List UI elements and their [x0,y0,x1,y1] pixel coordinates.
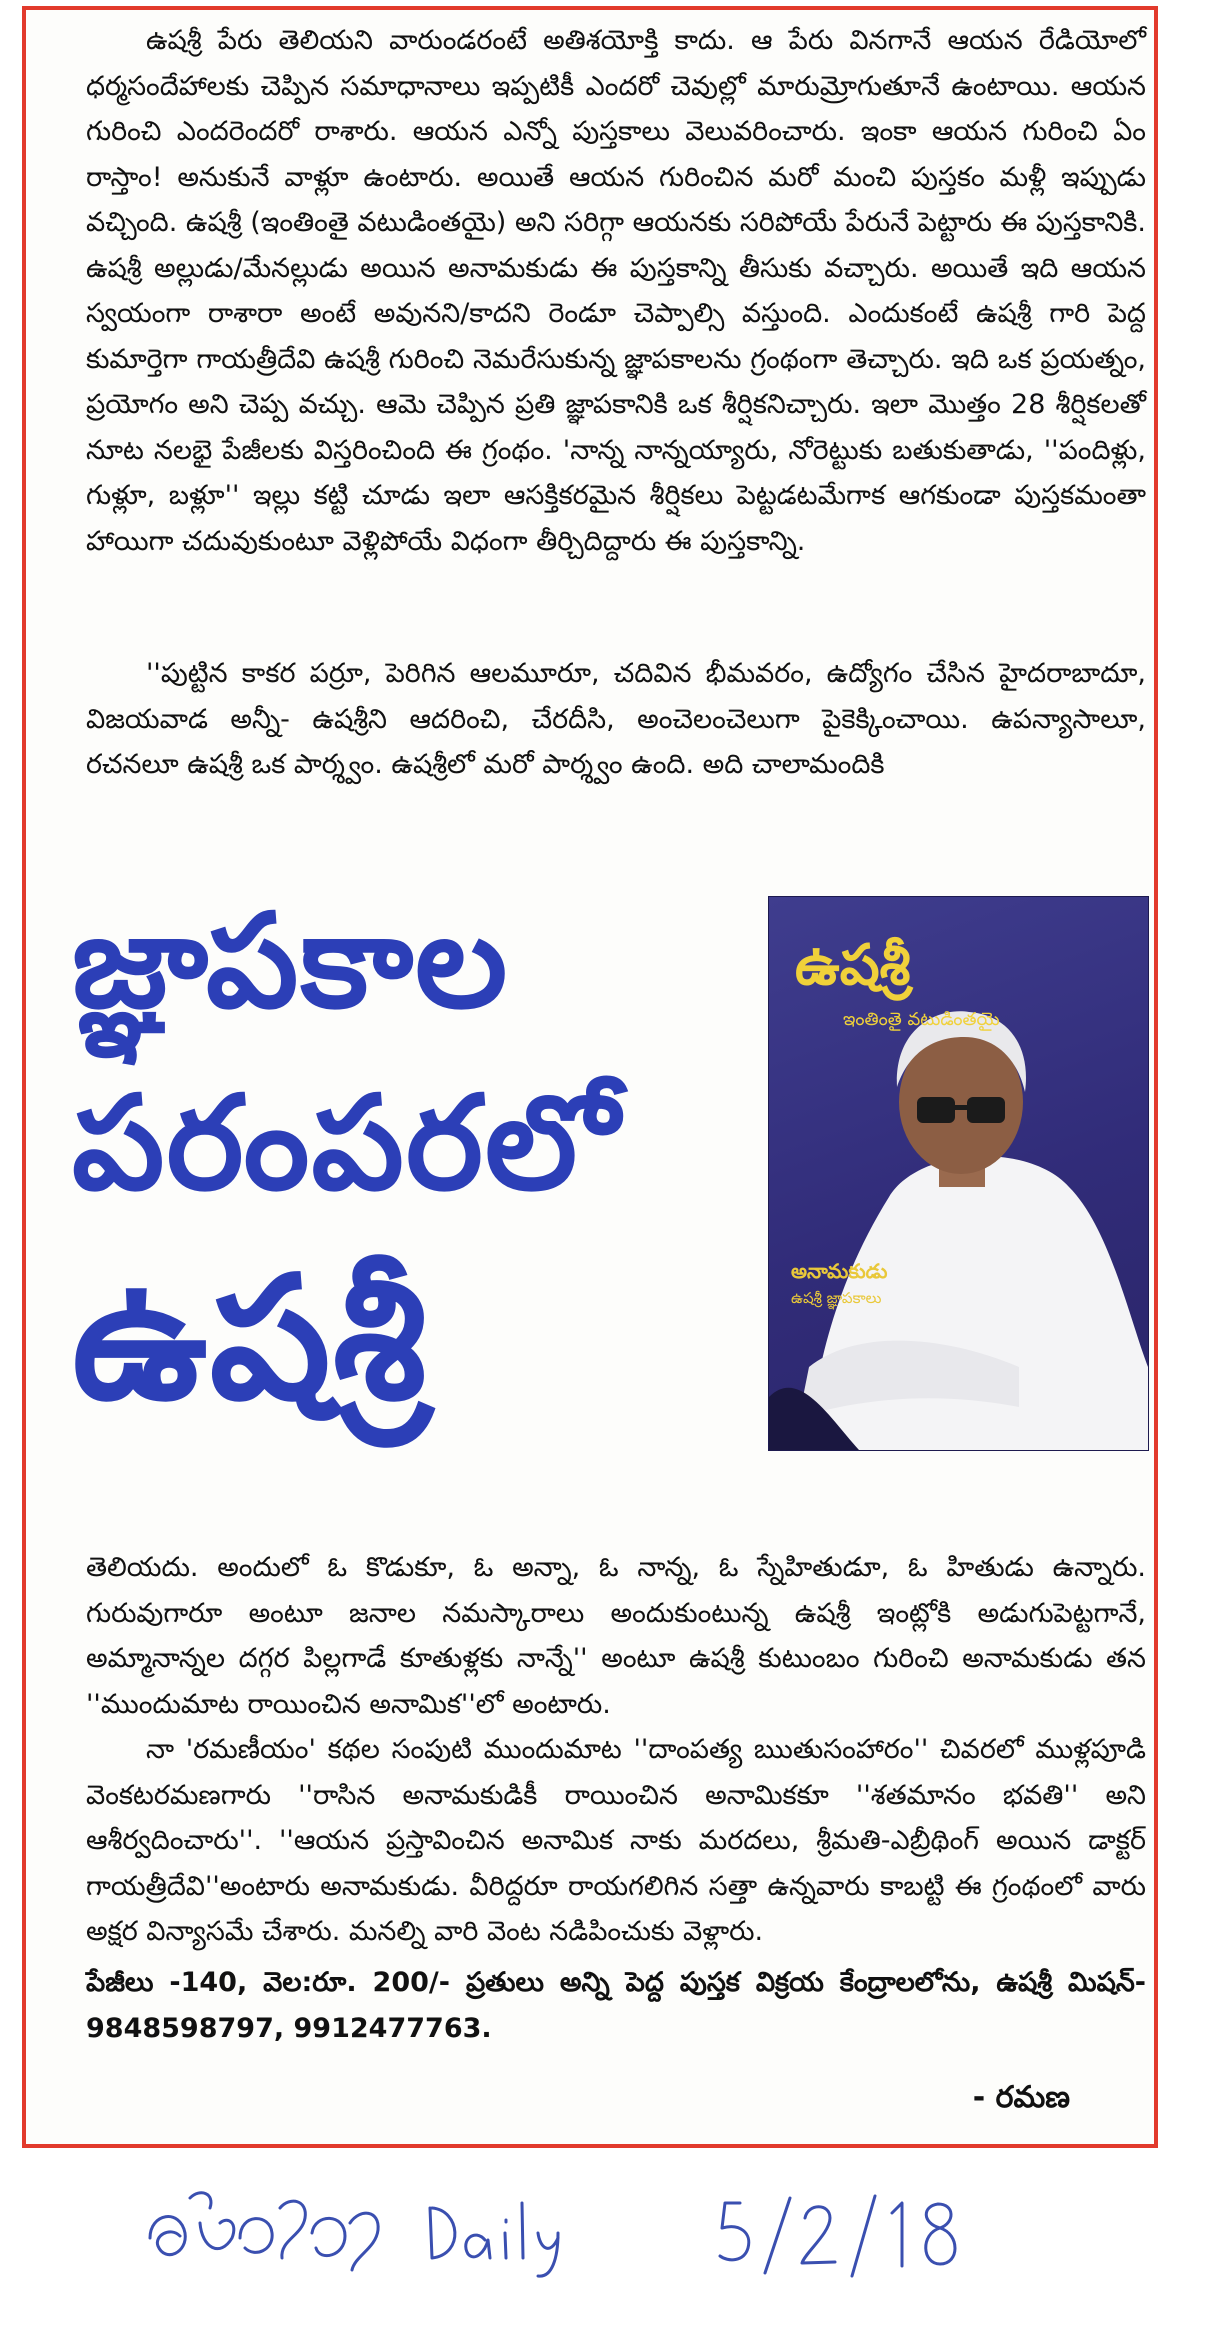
book-cover-author: అనామకుడు [791,1259,888,1283]
article-paragraph-2: ''పుట్టిన కాకర పర్రూ, పెరిగిన ఆలమూరూ, చదివిన భీమవరం, ఉద్యోగం చేసిన హైదరాబాదూ, విజయవాడ అన్నీ- ఉషశ్రీని ఆదరించి, చేరదీసి, అంచెలంచెలుగా పైకెక్కించాయి. ఉపన్యాసాలూ, రచనలూ ఉషశ్రీ ఒక పార్శ్వం. ఉషశ్రీలో మరో పార్శ్వం ఉంది. అది చాలామందికి [86,658,1146,780]
book-cover-author-subtitle: ఉషశ్రీ జ్ఞాపకాలు [791,1289,882,1307]
article-byline: - రమణ [972,2080,1070,2115]
newspaper-clipping [22,6,1158,2148]
article-paragraph-3: తెలియదు. అందులో ఓ కొడుకూ, ఓ అన్నా, ఓ నాన్న, ఓ స్నేహితుడూ, ఓ హితుడు ఉన్నారు. గురువుగారూ అంటూ జనాల నమస్కారాలు అందుకుంటున్న ఉషశ్రీ ఇంట్లోకి అడుగుపెట్టగానే, అమ్మానాన్నల దగ్గర పిల్లగాడే కూతుళ్లకు నాన్నే'' అంటూ ఉషశ్రీ కుటుంబం గురించి అనామకుడు తన ''ముందుమాట రాయించిన అనామిక''లో అంటారు. [86,1552,1146,1720]
article-headline [72,870,752,1444]
book-cover-subtitle: ఇంతింతై వటుడింతయై [843,1009,1000,1030]
headline-line-1: జ్ఞాపకాల [72,885,510,1037]
book-cover-title: ఉషశ్రీ [795,933,911,998]
headline-line-3: ఉషశ్రీ [72,1240,429,1438]
handwritten-source-note [140,2178,1040,2288]
article-book-details: పేజీలు -140, వెల:రూ. 200/- ప్రతులు అన్ని పెద్ద పుస్తక విక్రయ కేంద్రాలలోను, ఉషశ్రీ మిషన్- 9848598797, 9912477763. [86,1967,1146,2044]
headline-line-2: పరంపరలో [72,1067,621,1219]
book-cover-image [768,896,1149,1451]
article-paragraph-1: ఉషశ్రీ పేరు తెలియని వారుండరంటే అతిశయోక్తి కాదు. ఆ పేరు వినగానే ఆయన రేడియోలో ధర్మసందేహాలకు చెప్పిన సమాధానాలు ఇప్పటికీ ఎందరో చెవుల్లో మారుమ్రోగుతూనే ఉంటాయి. ఆయన గురించి ఎందరెందరో రాశారు. ఆయన ఎన్నో పుస్తకాలు వెలువరించారు. ఇంకా ఆయన గురించి ఏం రాస్తాం! అనుకునే వాళ్లూ ఉంటారు. అయితే ఆయన గురించిన మరో మంచి పుస్తకం మళ్లీ ఇప్పుడు వచ్చింది. ఉషశ్రీ (ఇంతింతై వటుడింతయై) అని సరిగ్గా ఆయనకు సరిపోయే పేరునే పెట్టారు ఈ పుస్తకానికి. ఉషశ్రీ అల్లుడు/మేనల్లుడు అయిన అనామకుడు ఈ పుస్తకాన్ని తీసుకు వచ్చారు. అయితే ఇది ఆయన స్వయంగా రాశారా అంటే అవునని/కాదని రెండూ చెప్పాల్సి వస్తుంది. ఎందుకంటే ఉషశ్రీ గారి పెద్ద కుమార్తెగా గాయత్రీదేవి ఉషశ్రీ గురించి నెమరేసుకున్న జ్ఞాపకాలను గ్రంథంగా తెచ్చారు. ఇది ఒక ప్రయత్నం, ప్రయోగం అని చెప్ప వచ్చు. ఆమె చెప్పిన ప్రతి జ్ఞాపకానికి ఒక శీర్షికనిచ్చారు. ఇలా మొత్తం 28 శీర్షికలతో నూట నలభై పేజీలకు విస్తరించింది ఈ గ్రంథం. 'నాన్న నాన్నయ్యారు, నోరెట్టుకు బతుకుతాడు, ''పందిళ్లు, గుళ్లూ, బళ్లూ'' ఇల్లు కట్టి చూడు ఇలా ఆసక్తికరమైన శీర్షికలు పెట్టడటమేగాక ఆగకుండా పుస్తకమంతా హాయిగా చదువుకుంటూ వెళ్లిపోయే విధంగా తీర్చిదిద్దారు ఈ పుస్తకాన్ని. [86,25,1146,557]
article-paragraph-4: నా 'రమణీయం' కథల సంపుటి ముందుమాట ''దాంపత్య ఋతుసంహారం'' చివరలో ముళ్లపూడి వెంకటరమణగారు ''రాసిన అనామకుడికీ రాయించిన అనామికకూ ''శతమానం భవతి'' అని ఆశీర్వదించారు''. ''ఆయన ప్రస్తావించిన అనామిక నాకు మరదలు, శ్రీమతి-ఎబ్రీథింగ్ అయిన డాక్టర్ గాయత్రీదేవి''అంటారు అనామకుడు. వీరిద్దరూ రాయగలిగిన సత్తా ఉన్నవారు కాబట్టి ఈ గ్రంథంలో వారు అక్షర విన్యాసమే చేశారు. మనల్ని వారి వెంట నడిపించుకు వెళ్లారు. [86,1734,1146,1947]
